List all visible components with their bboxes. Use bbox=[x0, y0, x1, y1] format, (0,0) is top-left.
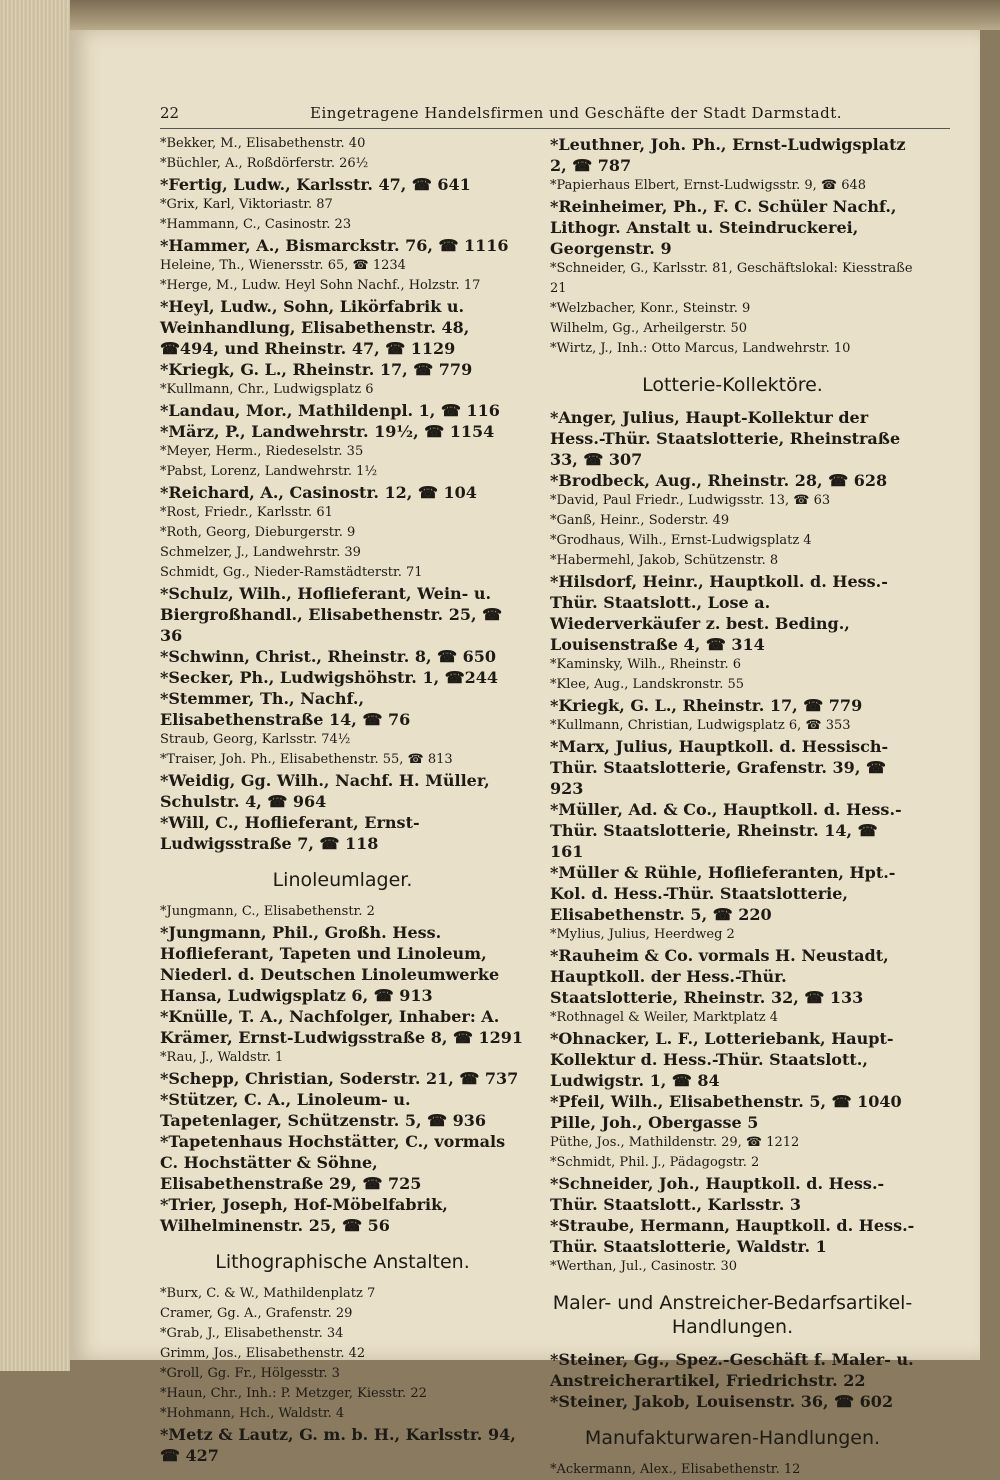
directory-entry: *Leuthner, Joh. Ph., Ernst-Ludwigsplatz 2, ☎ 787 bbox=[550, 135, 906, 175]
lithographische-anstalten-entries bbox=[160, 1284, 525, 1466]
directory-entry: *Schepp, Christian, Soderstr. 21, ☎ 737 bbox=[160, 1069, 519, 1088]
directory-entry: *Weidig, Gg. Wilh., Nachf. H. Müller, Schulstr. 4, ☎ 964 bbox=[160, 771, 490, 811]
directory-entry: *Rothnagel & Weiler, Marktplatz 4 bbox=[550, 1010, 778, 1025]
book-page-stack-edge bbox=[0, 0, 70, 1371]
directory-entry: *Straube, Hermann, Hauptkoll. d. Hess.-Thür. Staatslotterie, Waldstr. 1 bbox=[550, 1216, 915, 1256]
section-title-lotterie-kollektoere: Lotterie-Kollektöre. bbox=[642, 374, 823, 396]
lotterie-kollektoere-entries bbox=[550, 407, 915, 1277]
directory-entry: *Rauheim & Co. vormals H. Neustadt, Hauptkoll. der Hess.-Thür. Staatslotterie, Rheinstr. 32, ☎ 133 bbox=[550, 946, 889, 1007]
section-title-maler-bedarfsartikel: Maler- und Anstreicher-Bedarfsartikel-Handlungen. bbox=[552, 1292, 913, 1338]
directory-entry: *Wirtz, J., Inh.: Otto Marcus, Landwehrstr. 10 bbox=[550, 341, 851, 356]
section-title-lithographische-anstalten: Lithographische Anstalten. bbox=[215, 1251, 470, 1273]
running-title: Eingetragene Handelsfirmen und Geschäfte der Stadt Darmstadt. bbox=[310, 104, 842, 122]
left-top-entries bbox=[160, 134, 525, 854]
directory-entry: *Grab, J., Elisabethenstr. 34 bbox=[160, 1326, 344, 1341]
directory-entry: *Traiser, Joh. Ph., Elisabethenstr. 55, ☎ 813 bbox=[160, 752, 453, 767]
directory-entry: *Groll, Gg. Fr., Hölgesstr. 3 bbox=[160, 1366, 340, 1381]
directory-entry: Wilhelm, Gg., Arheilgerstr. 50 bbox=[550, 321, 748, 336]
directory-entry: *Schwinn, Christ., Rheinstr. 8, ☎ 650 bbox=[160, 647, 497, 666]
directory-entry: Schmidt, Gg., Nieder-Ramstädterstr. 71 bbox=[160, 565, 423, 580]
directory-entry: *Trier, Joseph, Hof-Möbelfabrik, Wilhelminenstr. 25, ☎ 56 bbox=[160, 1195, 448, 1235]
directory-entry: *Steiner, Gg., Spez.-Geschäft f. Maler- u. Anstreicherartikel, Friedrichstr. 22 bbox=[550, 1350, 914, 1390]
directory-entry: *Pfeil, Wilh., Elisabethenstr. 5, ☎ 1040 bbox=[550, 1092, 902, 1111]
directory-entry: *Müller & Rühle, Hoflieferanten, Hpt.-Kol. d. Hess.-Thür. Staatslotterie, Elisabethenstr. 5, ☎ 220 bbox=[550, 863, 896, 924]
directory-entry: Püthe, Jos., Mathildenstr. 29, ☎ 1212 bbox=[550, 1135, 800, 1150]
directory-entry: *Habermehl, Jakob, Schützenstr. 8 bbox=[550, 553, 779, 568]
directory-entry: *Ohnacker, L. F., Lotteriebank, Haupt-Kollektur d. Hess.-Thür. Staatslott., Ludwigstr. 1, ☎ 84 bbox=[550, 1029, 894, 1090]
directory-entry: *Steiner, Jakob, Louisenstr. 36, ☎ 602 bbox=[550, 1392, 894, 1411]
directory-entry: *Brodbeck, Aug., Rheinstr. 28, ☎ 628 bbox=[550, 471, 888, 490]
directory-entry: Pille, Joh., Obergasse 5 bbox=[550, 1113, 759, 1132]
directory-entry: *Marx, Julius, Hauptkoll. d. Hessisch-Thür. Staatslotterie, Grafenstr. 39, ☎ 923 bbox=[550, 737, 889, 798]
directory-entry: *Hammer, A., Bismarckstr. 76, ☎ 1116 bbox=[160, 236, 509, 255]
directory-entry: *Kriegk, G. L., Rheinstr. 17, ☎ 779 bbox=[550, 696, 863, 715]
directory-entry: *Ganß, Heinr., Soderstr. 49 bbox=[550, 513, 730, 528]
book-top-edge bbox=[70, 0, 1000, 30]
section-title-linoleumlager: Linoleumlager. bbox=[272, 869, 413, 891]
directory-entry: *Müller, Ad. & Co., Hauptkoll. d. Hess.-Thür. Staatslotterie, Rheinstr. 14, ☎ 161 bbox=[550, 800, 902, 861]
directory-entry: *Burx, C. & W., Mathildenplatz 7 bbox=[160, 1286, 376, 1301]
directory-entry: *David, Paul Friedr., Ludwigsstr. 13, ☎ 63 bbox=[550, 493, 831, 508]
directory-entry: *Klee, Aug., Landskronstr. 55 bbox=[550, 677, 745, 692]
manufakturwaren-entries bbox=[550, 1460, 915, 1480]
directory-entry: *Tapetenhaus Hochstätter, C., vormals C. Hochstätter & Söhne, Elisabethenstraße 29, ☎ 725 bbox=[160, 1132, 506, 1193]
directory-entry: *Mylius, Julius, Heerdweg 2 bbox=[550, 927, 735, 942]
directory-entry: *Metz & Lautz, G. m. b. H., Karlsstr. 94, ☎ 427 bbox=[160, 1425, 516, 1465]
directory-entry: *Jungmann, C., Elisabethenstr. 2 bbox=[160, 904, 375, 919]
directory-entry: *Schneider, Joh., Hauptkoll. d. Hess.-Thür. Staatslott., Karlsstr. 3 bbox=[550, 1174, 885, 1214]
directory-entry: *Papierhaus Elbert, Ernst-Ludwigsstr. 9, ☎ 648 bbox=[550, 178, 867, 193]
directory-entry: *Roth, Georg, Dieburgerstr. 9 bbox=[160, 525, 356, 540]
directory-entry: *Knülle, T. A., Nachfolger, Inhaber: A. Krämer, Ernst-Ludwigsstraße 8, ☎ 1291 bbox=[160, 1007, 524, 1047]
directory-entry: *Haun, Chr., Inh.: P. Metzger, Kiesstr. 22 bbox=[160, 1386, 427, 1401]
directory-entry: *Bekker, M., Elisabethenstr. 40 bbox=[160, 136, 366, 151]
directory-entry: *Herge, M., Ludw. Heyl Sohn Nachf., Holzstr. 17 bbox=[160, 278, 481, 293]
directory-entry: *Rau, J., Waldstr. 1 bbox=[160, 1050, 284, 1065]
directory-entry: *Reichard, A., Casinostr. 12, ☎ 104 bbox=[160, 483, 477, 502]
directory-entry: *Welzbacher, Konr., Steinstr. 9 bbox=[550, 301, 751, 316]
directory-entry: *Werthan, Jul., Casinostr. 30 bbox=[550, 1259, 738, 1274]
directory-entry: *Heyl, Ludw., Sohn, Likörfabrik u. Weinhandlung, Elisabethenstr. 48, ☎494, und Rheinstr. 47, ☎ 1129 bbox=[160, 297, 470, 358]
directory-entry: *Büchler, A., Roßdörferstr. 26½ bbox=[160, 156, 369, 171]
directory-entry: *Ackermann, Alex., Elisabethenstr. 12 bbox=[550, 1462, 801, 1477]
directory-entry: *Landau, Mor., Mathildenpl. 1, ☎ 116 bbox=[160, 401, 500, 420]
directory-entry: *Fertig, Ludw., Karlsstr. 47, ☎ 641 bbox=[160, 175, 471, 194]
right-column bbox=[550, 134, 915, 1480]
directory-entry: *Schulz, Wilh., Hoflieferant, Wein- u. Biergroßhandl., Elisabethenstr. 25, ☎ 36 bbox=[160, 584, 503, 645]
directory-entry: *Pabst, Lorenz, Landwehrstr. 1½ bbox=[160, 464, 378, 479]
right-top-entries bbox=[550, 134, 915, 359]
directory-entry: *Schneider, G., Karlsstr. 81, Geschäftslokal: Kiesstraße 21 bbox=[550, 261, 913, 296]
maler-bedarfsartikel-entries bbox=[550, 1349, 915, 1412]
directory-entry: Heleine, Th., Wienersstr. 65, ☎ 1234 bbox=[160, 258, 406, 273]
linoleumlager-entries bbox=[160, 902, 525, 1236]
directory-entry: *Hammann, C., Casinostr. 23 bbox=[160, 217, 352, 232]
directory-entry: *Kullmann, Chr., Ludwigsplatz 6 bbox=[160, 382, 374, 397]
directory-entry: *Grix, Karl, Viktoriastr. 87 bbox=[160, 197, 333, 212]
directory-entry: *Jungmann, Phil., Großh. Hess. Hoflieferant, Tapeten und Linoleum, Niederl. d. Deutschen Linoleumwerke Hansa, Ludwigsplatz 6, ☎ 913 bbox=[160, 923, 500, 1005]
section-title-manufakturwaren: Manufakturwaren-Handlungen. bbox=[584, 1427, 881, 1449]
directory-entry: Cramer, Gg. A., Grafenstr. 29 bbox=[160, 1306, 353, 1321]
directory-entry: *Rost, Friedr., Karlsstr. 61 bbox=[160, 505, 333, 520]
directory-entry: *Hilsdorf, Heinr., Hauptkoll. d. Hess.-Thür. Staatslott., Lose a. Wiederverkäufer z. best. Beding., Louisenstraße 4, ☎ 314 bbox=[550, 572, 888, 654]
directory-entry: *Stemmer, Th., Nachf., Elisabethenstraße 14, ☎ 76 bbox=[160, 689, 411, 729]
directory-entry: *Meyer, Herm., Riedeselstr. 35 bbox=[160, 444, 364, 459]
directory-entry: *Hohmann, Hch., Waldstr. 4 bbox=[160, 1406, 345, 1421]
directory-entry: *Stützer, C. A., Linoleum- u. Tapetenlager, Schützenstr. 5, ☎ 936 bbox=[160, 1090, 487, 1130]
directory-entry: Grimm, Jos., Elisabethenstr. 42 bbox=[160, 1346, 366, 1361]
directory-entry: *Will, C., Hoflieferant, Ernst-Ludwigsstraße 7, ☎ 118 bbox=[160, 813, 420, 853]
directory-entry: Straub, Georg, Karlsstr. 74½ bbox=[160, 732, 351, 747]
directory-entry: *März, P., Landwehrstr. 19½, ☎ 1154 bbox=[160, 422, 495, 441]
directory-entry: *Kullmann, Christian, Ludwigsplatz 6, ☎ 353 bbox=[550, 718, 851, 733]
page-header bbox=[160, 100, 950, 129]
directory-entry: *Anger, Julius, Haupt-Kollektur der Hess.-Thür. Staatslotterie, Rheinstraße 33, ☎ 307 bbox=[550, 408, 901, 469]
page-number: 22 bbox=[160, 104, 180, 122]
directory-entry: *Kaminsky, Wilh., Rheinstr. 6 bbox=[550, 657, 742, 672]
directory-entry: *Kriegk, G. L., Rheinstr. 17, ☎ 779 bbox=[160, 360, 473, 379]
directory-entry: *Secker, Ph., Ludwigshöhstr. 1, ☎244 bbox=[160, 668, 499, 687]
directory-entry: *Schmidt, Phil. J., Pädagogstr. 2 bbox=[550, 1155, 760, 1170]
left-column bbox=[160, 134, 525, 1466]
directory-entry: Schmelzer, J., Landwehrstr. 39 bbox=[160, 545, 361, 560]
directory-entry: *Grodhaus, Wilh., Ernst-Ludwigsplatz 4 bbox=[550, 533, 812, 548]
directory-entry: *Reinheimer, Ph., F. C. Schüler Nachf., Lithogr. Anstalt u. Steindruckerei, Georgenstr. 9 bbox=[550, 197, 897, 258]
